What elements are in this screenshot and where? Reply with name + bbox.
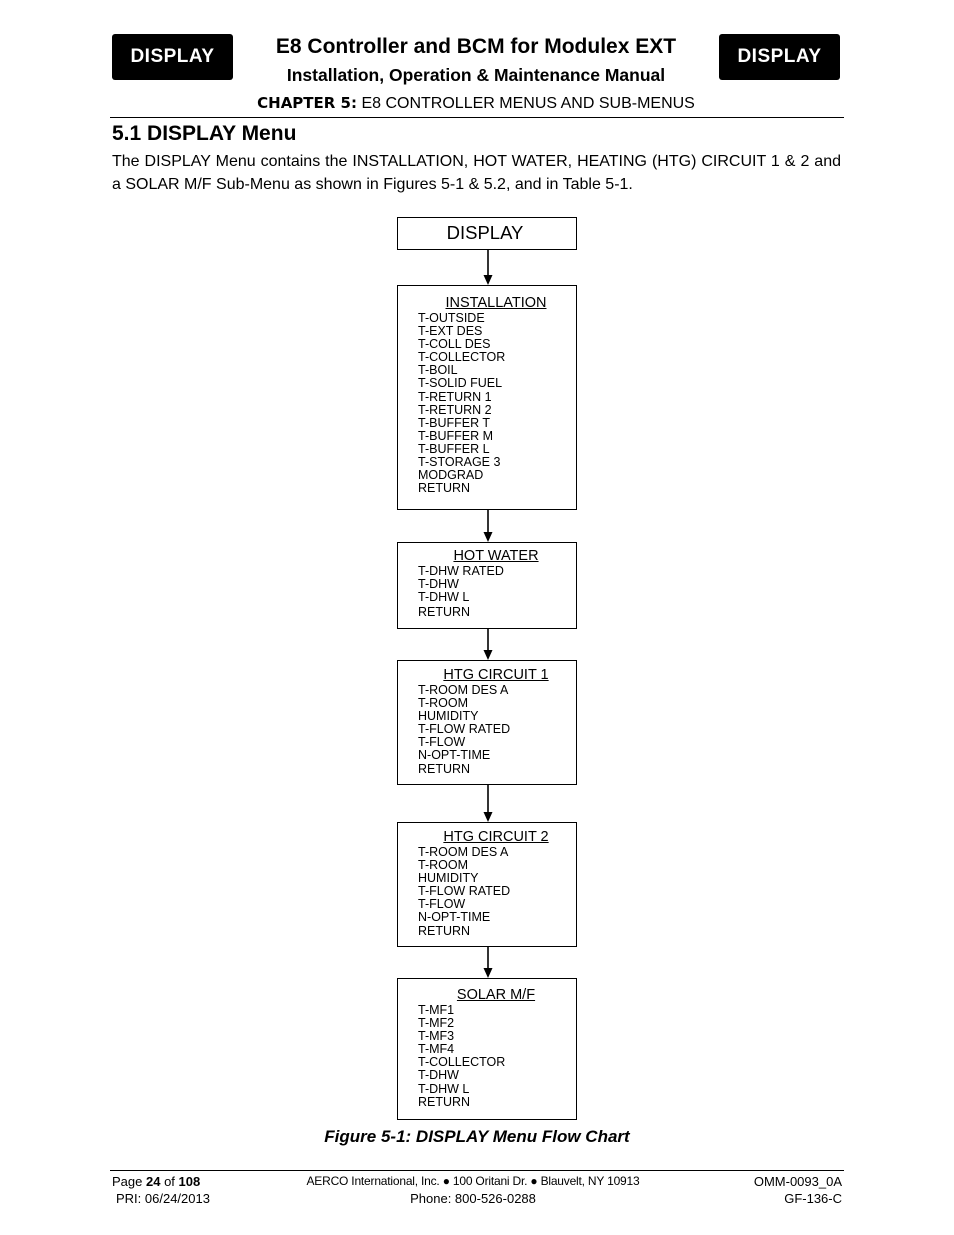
list-item: T-FLOW RATED	[418, 722, 511, 737]
page-current: 24	[145, 1174, 161, 1189]
list-item: RETURN	[418, 761, 471, 776]
list-item: T-ROOM	[418, 696, 468, 711]
list-item: T-RETURN 1	[418, 389, 492, 404]
list-item: T-RETURN 2	[418, 402, 492, 417]
list-item: T-ROOM DES A	[418, 683, 509, 697]
document-subtitle: Installation, Operation & Maintenance Manual	[286, 65, 666, 85]
arrowhead-installation	[484, 275, 493, 285]
display-menu-title: DISPLAY	[446, 222, 524, 243]
list-item: T-COLLECTOR	[418, 350, 506, 365]
chapter-heading	[150, 94, 802, 113]
list-item: T-ROOM DES A	[418, 845, 509, 859]
list-item: HUMIDITY	[418, 709, 479, 724]
list-item: T-FLOW	[418, 897, 466, 912]
htg-circuit-1-item-list	[418, 684, 510, 776]
arrowhead-htg-2	[484, 812, 493, 822]
list-item: T-DHW L	[418, 1081, 470, 1096]
list-item: RETURN	[418, 481, 471, 496]
arrowhead-solar	[484, 968, 493, 978]
htg-circuit-1-submenu-title: HTG CIRCUIT 1	[443, 667, 549, 683]
document-title: E8 Controller and BCM for Modulex EXT	[275, 35, 677, 58]
page-of: of	[160, 1174, 179, 1189]
list-item: T-DHW	[418, 577, 459, 592]
solar-mf-item-list	[418, 1004, 505, 1109]
hot-water-item-list	[418, 565, 504, 619]
list-item: T-SOLID FUEL	[418, 376, 503, 391]
arrowhead-hot-water	[484, 532, 493, 542]
footer-document-number: OMM-0093_0A	[753, 1174, 842, 1189]
intro-paragraph: The DISPLAY Menu contains the INSTALLATION, HOT WATER, HEATING (HTG) CIRCUIT 1 & 2 and a SOLAR M/F Sub-Menu as shown in Figures 5-1 & 5.2, and in Table 5-1.	[112, 153, 841, 193]
page-prefix: Page	[112, 1174, 146, 1189]
list-item: T-COLLECTOR	[418, 1055, 506, 1070]
list-item: T-MF4	[418, 1042, 455, 1057]
list-item: RETURN	[418, 1094, 471, 1109]
list-item: N-OPT-TIME	[418, 910, 491, 925]
list-item: N-OPT-TIME	[418, 748, 491, 763]
list-item: T-BUFFER L	[418, 441, 490, 456]
list-item: T-COLL DES	[418, 337, 491, 352]
list-item: HUMIDITY	[418, 871, 479, 886]
arrowhead-htg-1	[484, 650, 493, 660]
list-item: T-EXT DES	[418, 324, 483, 339]
list-item: T-BUFFER M	[418, 428, 493, 443]
htg-circuit-1-submenu-box	[397, 660, 577, 785]
list-item: T-BUFFER T	[418, 415, 490, 430]
htg-circuit-2-submenu-box	[397, 822, 577, 947]
section-heading: 5.1 DISPLAY Menu	[112, 122, 297, 145]
htg-circuit-2-submenu-title: HTG CIRCUIT 2	[443, 829, 549, 845]
footer-divider	[110, 1170, 844, 1171]
list-item: T-ROOM	[418, 858, 468, 873]
figure-caption: Figure 5-1: DISPLAY Menu Flow Chart	[324, 1127, 630, 1146]
display-menu-box	[397, 217, 577, 250]
chapter-title: E8 CONTROLLER MENUS AND SUB-MENUS	[361, 95, 695, 112]
list-item: T-DHW L	[418, 590, 470, 605]
solar-mf-submenu-title: SOLAR M/F	[456, 987, 536, 1003]
list-item: T-DHW RATED	[418, 564, 504, 578]
installation-item-list	[418, 312, 505, 495]
list-item: RETURN	[418, 923, 471, 938]
list-item: MODGRAD	[418, 468, 484, 483]
solar-mf-submenu-box	[397, 978, 577, 1120]
list-item: T-MF2	[418, 1016, 455, 1031]
header-divider	[110, 117, 844, 118]
chapter-label: CHAPTER 5:	[257, 94, 357, 112]
list-item: T-MF3	[418, 1029, 455, 1044]
footer-print-date: PRI: 06/24/2013	[116, 1191, 210, 1206]
list-item: T-STORAGE 3	[418, 455, 501, 470]
list-item: RETURN	[418, 605, 471, 620]
list-item: T-OUTSIDE	[418, 311, 485, 325]
hot-water-submenu-title: HOT WATER	[453, 548, 539, 564]
display-badge-left: DISPLAY	[112, 34, 233, 80]
htg-circuit-2-item-list	[418, 846, 510, 938]
footer-page-number	[112, 1174, 200, 1189]
footer-company-address: AERCO International, Inc. ● 100 Oritani Dr. ● Blauvelt, NY 10913	[306, 1174, 640, 1188]
display-badge-right: DISPLAY	[719, 34, 840, 80]
list-item: T-FLOW	[418, 735, 466, 750]
installation-submenu-box	[397, 285, 577, 510]
list-item: T-BOIL	[418, 363, 458, 378]
installation-submenu-title: INSTALLATION	[445, 295, 547, 311]
list-item: T-MF1	[418, 1003, 455, 1017]
page-total: 108	[178, 1174, 201, 1189]
footer-form-number: GF-136-C	[784, 1191, 842, 1206]
footer-phone: Phone: 800-526-0288	[410, 1191, 536, 1206]
list-item: T-FLOW RATED	[418, 884, 511, 899]
hot-water-submenu-box	[397, 542, 577, 629]
list-item: T-DHW	[418, 1068, 459, 1083]
